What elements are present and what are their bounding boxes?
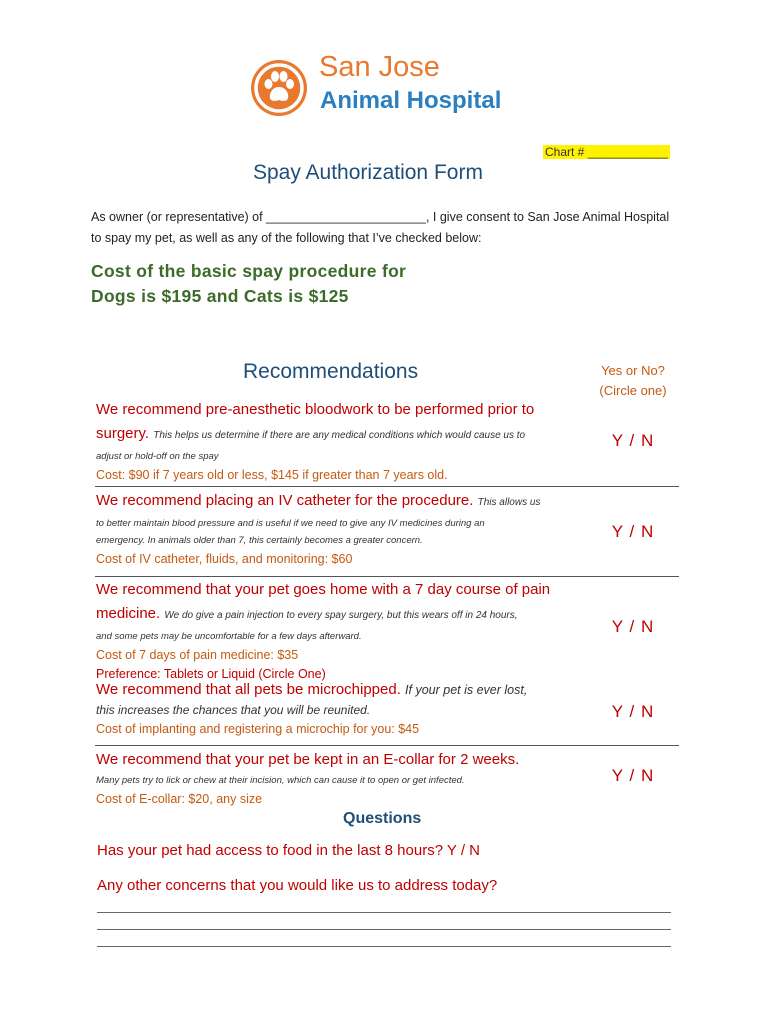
pain-medicine-note-continued: and some pets may be uncomfortable for a few days afterward. xyxy=(96,631,362,642)
pain-medicine-title-end: medicine. xyxy=(96,605,161,622)
bloodwork-yes-no[interactable]: Y / N xyxy=(611,431,655,450)
recommendation-bloodwork xyxy=(96,398,590,485)
pain-medicine-yes-no[interactable]: Y / N xyxy=(611,617,655,636)
recommendation-e-collar xyxy=(96,748,590,809)
section-divider xyxy=(95,745,679,746)
pain-medicine-title: We recommend that your pet goes home with a 7 day course of pain xyxy=(96,581,551,598)
recommendation-iv-catheter xyxy=(96,489,590,569)
iv-catheter-cost: Cost of IV catheter, fluids, and monitoring: $60 xyxy=(96,552,353,566)
other-concerns-question: Any other concerns that you would like us to address today? xyxy=(97,877,498,894)
iv-catheter-title: We recommend placing an IV catheter for the procedure. xyxy=(96,492,474,509)
questions-heading: Questions xyxy=(343,810,422,827)
logo-name-line2: Animal Hospital xyxy=(320,87,502,114)
yes-no-heading-line2: (Circle one) xyxy=(599,383,667,398)
recommendation-microchip xyxy=(96,678,590,739)
microchip-cost: Cost of implanting and registering a microchip for you: $45 xyxy=(96,722,420,736)
e-collar-cost: Cost of E-collar: $20, any size xyxy=(96,792,263,806)
iv-catheter-yes-no[interactable]: Y / N xyxy=(611,522,655,541)
basic-spay-cost-line2: Dogs is $195 and Cats is $125 xyxy=(91,286,349,306)
food-access-question[interactable]: Has your pet had access to food in the last 8 hours? Y / N xyxy=(97,842,481,859)
yes-no-heading xyxy=(583,361,683,401)
bloodwork-note: This helps us determine if there are any medical conditions which would cause us to xyxy=(153,430,526,441)
chart-number-field[interactable]: Chart # ____________ xyxy=(545,145,668,159)
basic-spay-cost xyxy=(91,259,511,309)
bloodwork-cost: Cost: $90 if 7 years old or less, $145 if greater than 7 years old. xyxy=(96,468,448,482)
pain-medicine-preference[interactable]: Preference: Tablets or Liquid (Circle One) xyxy=(96,667,326,681)
microchip-yes-no[interactable]: Y / N xyxy=(611,702,655,721)
section-divider xyxy=(95,486,679,487)
yes-no-heading-line1: Yes or No? xyxy=(601,363,665,378)
e-collar-yes-no[interactable]: Y / N xyxy=(611,766,655,785)
bloodwork-note-continued: adjust or hold-off on the spay xyxy=(96,451,219,462)
e-collar-note: Many pets try to lick or chew at their incision, which can cause it to open or get infected. xyxy=(96,775,465,786)
paw-print-icon xyxy=(251,60,307,116)
basic-spay-cost-line1: Cost of the basic spay procedure for xyxy=(91,261,407,281)
e-collar-title: We recommend that your pet be kept in an E-collar for 2 weeks. xyxy=(96,751,520,768)
bloodwork-title: We recommend pre-anesthetic bloodwork to be performed prior to xyxy=(96,401,535,418)
concerns-answer-line[interactable] xyxy=(97,929,671,930)
iv-catheter-note-line3: emergency. In animals older than 7, this certainly becomes a greater concern. xyxy=(96,535,423,546)
recommendation-pain-medicine xyxy=(96,578,590,683)
concerns-answer-line[interactable] xyxy=(97,946,671,947)
concerns-answer-line[interactable] xyxy=(97,912,671,913)
pain-medicine-cost: Cost of 7 days of pain medicine: $35 xyxy=(96,648,299,662)
section-divider xyxy=(95,576,679,577)
form-title: Spay Authorization Form xyxy=(253,161,483,184)
hospital-logo xyxy=(251,51,551,127)
microchip-note-line2: this increases the chances that you will be reunited. xyxy=(96,703,371,717)
microchip-title: We recommend that all pets be microchipped. xyxy=(96,681,401,698)
consent-statement: As owner (or representative) of _______________________, I give consent to San Jose Animal Hospital to spay my pet, as well as any of the following that I’ve checked below: xyxy=(91,210,670,245)
logo-name-line1: San Jose xyxy=(319,51,440,83)
pain-medicine-note: We do give a pain injection to every spay surgery, but this wears off in 24 hours, xyxy=(164,610,518,621)
recommendations-heading: Recommendations xyxy=(243,360,419,383)
iv-catheter-note: This allows us xyxy=(477,497,541,508)
iv-catheter-note-line2: to better maintain blood pressure and is useful if we need to give any IV medicines during an xyxy=(96,518,485,529)
microchip-note: If your pet is ever lost, xyxy=(405,683,528,697)
bloodwork-title-end: surgery. xyxy=(96,425,150,442)
